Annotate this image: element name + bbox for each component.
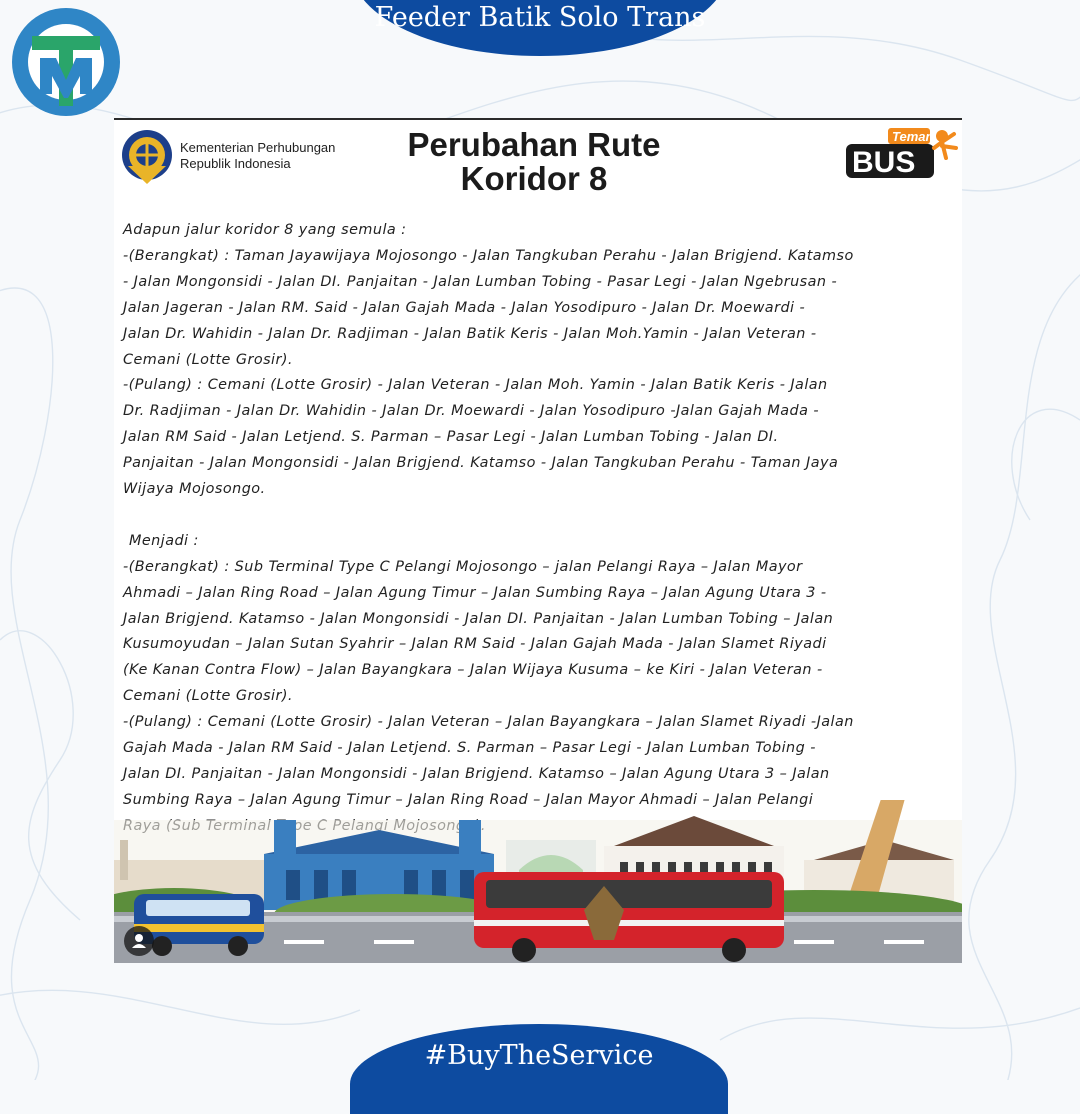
user-icon[interactable] xyxy=(124,926,154,956)
old-outbound-route xyxy=(123,244,961,374)
user-glyph xyxy=(124,926,154,956)
banner-title: Feeder Batik Solo Trans xyxy=(374,2,706,33)
text-line: -(Berangkat) : Sub Terminal Type C Pelangi Mojosongo – jalan Pelangi Raya – Jalan Mayor xyxy=(123,558,803,575)
brand-logo-big-text: BUS xyxy=(852,146,916,179)
text-line: Jalan RM Said - Jalan Letjend. S. Parman – Pasar Legi - Jalan Lumban Tobing - Jalan DI. xyxy=(123,429,779,446)
poster-title-line-1: Perubahan Rute xyxy=(407,126,661,163)
text-line: Gajah Mada - Jalan RM Said - Jalan Letjend. S. Parman – Pasar Legi - Jalan Lumban Tobing - xyxy=(123,740,816,757)
text-line: -(Berangkat) : Taman Jayawijaya Mojosongo - Jalan Tangkuban Perahu - Jalan Brigjend. Katamso xyxy=(123,247,854,264)
text-line: Panjaitan - Jalan Mongonsidi - Jalan Brigjend. Katamso - Jalan Tangkuban Perahu - Taman Jaya xyxy=(123,455,839,472)
route-description xyxy=(123,218,961,840)
text-line: Ahmadi – Jalan Ring Road – Jalan Agung Timur – Jalan Sumbing Raya – Jalan Agung Utara 3 - xyxy=(123,584,827,601)
brand-logo-small-text: Teman xyxy=(892,129,934,144)
spacer xyxy=(123,503,961,529)
old-return-route xyxy=(123,373,961,503)
text-line: (Ke Kanan Contra Flow) – Jalan Bayangkara – Jalan Wijaya Kusuma – ke Kiri - Jalan Veteran - xyxy=(123,662,823,679)
text-line: Jalan DI. Panjaitan - Jalan Mongonsidi - Jalan Brigjend. Katamso – Jalan Agung Utara 3 – Jalan xyxy=(123,766,830,783)
new-route-heading: Menjadi : xyxy=(129,532,199,549)
text-line: Wijaya Mojosongo. xyxy=(123,481,266,498)
text-line: Cemani (Lotte Grosir). xyxy=(123,351,293,368)
text-line: Jalan Jageran - Jalan RM. Said - Jalan Gajah Mada - Jalan Yosodipuro - Jalan Dr. Moewardi - xyxy=(123,299,806,316)
teman-bus-logo xyxy=(842,124,960,180)
ministry-line-1: Kementerian Perhubungan xyxy=(180,140,336,155)
text-line: -(Pulang) : Cemani (Lotte Grosir) - Jalan Veteran – Jalan Bayangkara – Jalan Slamet Riyadi -Jalan xyxy=(123,714,854,731)
tm-circle-logo xyxy=(10,6,122,118)
kemenhub-emblem-icon xyxy=(120,128,174,186)
poster-title xyxy=(364,128,704,196)
announcement-poster xyxy=(114,118,962,963)
text-line: Jalan Brigjend. Katamso - Jalan Mongonsidi - Jalan DI. Panjaitan - Jalan Lumban Tobing – Jalan xyxy=(123,610,834,627)
ministry-line-2: Republik Indonesia xyxy=(180,156,291,171)
text-line: Kusumoyudan – Jalan Sutan Syahrir – Jalan RM Said - Jalan Gajah Mada - Jalan Slamet Riyadi xyxy=(123,636,827,653)
ministry-name xyxy=(180,140,335,172)
hashtag-text: #BuyTheService xyxy=(424,1040,654,1071)
text-line: Jalan Dr. Wahidin - Jalan Dr. Radjiman - Jalan Batik Keris - Jalan Moh.Yamin - Jalan Veteran - xyxy=(123,325,817,342)
new-outbound-route xyxy=(123,555,961,710)
city-bus-illustration xyxy=(114,800,962,963)
text-line: Dr. Radjiman - Jalan Dr. Wahidin - Jalan Dr. Moewardi - Jalan Yosodipuro -Jalan Gajah Mada - xyxy=(123,403,820,420)
route-intro: Adapun jalur koridor 8 yang semula : xyxy=(123,222,407,238)
text-line: Sumbing Raya – Jalan Agung Timur – Jalan Ring Road – Jalan Mayor Ahmadi – Jalan Pelangi xyxy=(123,791,814,808)
text-line: - Jalan Mongonsidi - Jalan DI. Panjaitan - Jalan Lumban Tobing - Pasar Legi - Jalan Ngebrusan - xyxy=(123,273,838,290)
text-line: -(Pulang) : Cemani (Lotte Grosir) - Jalan Veteran - Jalan Moh. Yamin - Jalan Batik Keris - Jalan xyxy=(123,377,828,394)
poster-title-line-2: Koridor 8 xyxy=(460,160,608,197)
text-line: Cemani (Lotte Grosir). xyxy=(123,688,293,705)
